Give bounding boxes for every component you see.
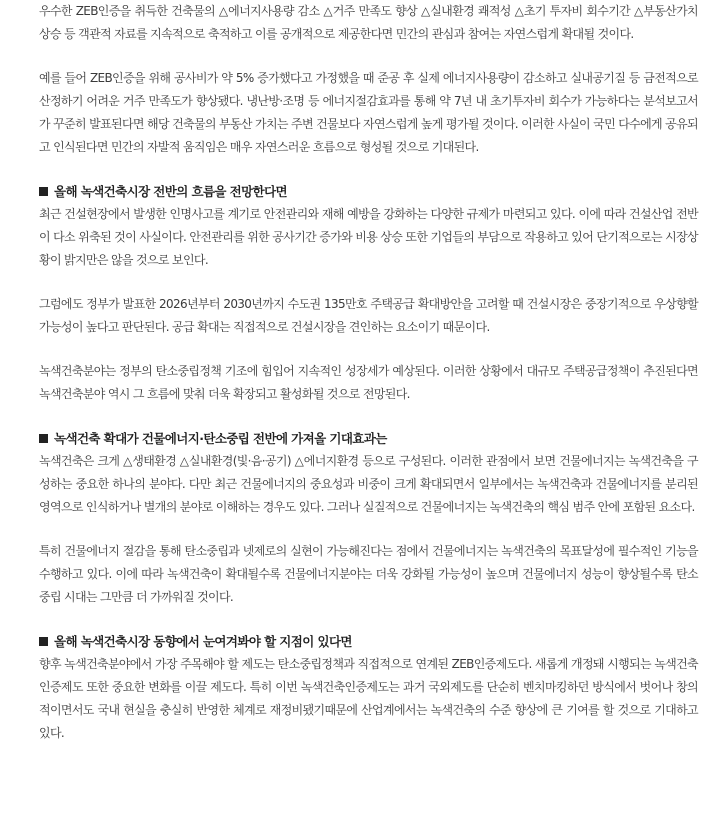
section-heading-text: 올해 녹색건축시장 동향에서 눈여겨봐야 할 지점이 있다면	[54, 634, 352, 649]
article-paragraph: 최근 건설현장에서 발생한 인명사고를 계기로 안전관리와 재해 예방을 강화하는 다양한 규제가 마련되고 있다. 이에 따라 건설산업 전반이 다소 위축된 것이 사실이다. 안전관리를 위한 공사기간 증가와 비용 상승 또한 기업들의 부담으로 작용하고 있어 단기적으로는 시장상황이 밝지만은 않을 것으로 보인다.	[39, 207, 698, 267]
article-paragraph: 향후 녹색건축분야에서 가장 주목해야 할 제도는 탄소중립정책과 직접적으로 연계된 ZEB인증제도다. 새롭게 개정돼 시행되는 녹색건축인증제도 또한 중요한 변화를 이끌 제도다. 특히 이번 녹색건축인증제도는 과거 국외제도를 단순히 벤치마킹하던 방식에서 벗어나 창의적이면서도 국내 현실을 충실히 반영한 체계로 재정비됐기때문에 산업계에서는 녹색건축의 수준 향상에 큰 기여를 할 것으로 기대하고 있다.	[39, 657, 698, 740]
section-heading-text: 올해 녹색건축시장 전반의 흐름을 전망한다면	[54, 184, 288, 199]
section-heading	[39, 180, 698, 203]
section-heading	[39, 427, 698, 450]
square-bullet-icon	[39, 637, 48, 646]
article-paragraph: 특히 건물에너지 절감을 통해 탄소중립과 넷제로의 실현이 가능해진다는 점에서 건물에너지는 녹색건축의 목표달성에 필수적인 기능을 수행하고 있다. 이에 따라 녹색건축이 확대될수록 건물에너지분야는 더욱 강화될 가능성이 높으며 건물에너지 성능이 향상될수록 탄소중립 시대는 그만큼 더 가까워질 것이다.	[39, 544, 698, 604]
section-heading	[39, 630, 698, 653]
square-bullet-icon	[39, 187, 48, 196]
square-bullet-icon	[39, 434, 48, 443]
section-heading-text: 녹색건축 확대가 건물에너지·탄소중립 전반에 가져올 기대효과는	[54, 431, 387, 446]
article-paragraph: 그럼에도 정부가 발표한 2026년부터 2030년까지 수도권 135만호 주택공급 확대방안을 고려할 때 건설시장은 중장기적으로 우상향할 가능성이 높다고 판단된다. 공급 확대는 직접적으로 건설시장을 견인하는 요소이기 때문이다.	[39, 297, 698, 334]
article-paragraph: 녹색건축은 크게 △생태환경 △실내환경(빛·음·공기) △에너지환경 등으로 구성된다. 이러한 관점에서 보면 건물에너지는 녹색건축을 구성하는 중요한 하나의 분야다. 다만 최근 건물에너지의 중요성과 비중이 크게 확대되면서 일부에서는 녹색건축과 건물에너지를 분리된 영역으로 인식하거나 별개의 분야로 이해하는 경우도 있다. 그러나 실질적으로 건물에너지는 녹색건축의 핵심 범주 안에 포함된 요소다.	[39, 454, 698, 514]
article-paragraph: 녹색건축분야는 정부의 탄소중립정책 기조에 힘입어 지속적인 성장세가 예상된다. 이러한 상황에서 대규모 주택공급정책이 추진된다면 녹색건축분야 역시 그 흐름에 맞춰 더욱 확장되고 활성화될 것으로 전망된다.	[39, 364, 698, 401]
article-paragraph: 우수한 ZEB인증을 취득한 건축물의 △에너지사용량 감소 △거주 만족도 향상 △실내환경 쾌적성 △초기 투자비 회수기간 △부동산가치 상승 등 객관적 자료를 지속적으로 축적하고 이를 공개적으로 제공한다면 민간의 관심과 참여는 자연스럽게 확대될 것이다.	[39, 4, 698, 41]
article-paragraph: 예를 들어 ZEB인증을 위해 공사비가 약 5% 증가했다고 가정했을 때 준공 후 실제 에너지사용량이 감소하고 실내공기질 등 금전적으로 산정하기 어려운 거주 만족도가 향상됐다. 냉난방·조명 등 에너지절감효과를 통해 약 7년 내 초기투자비 회수가 가능하다는 분석보고서가 꾸준히 발표된다면 해당 건축물의 부동산 가치는 주변 건물보다 자연스럽게 높게 평가될 것이다. 이러한 사실이 국민 다수에게 공유되고 인식된다면 민간의 자발적 움직임은 매우 자연스러운 흐름으로 형성될 것으로 기대된다.	[39, 71, 698, 154]
